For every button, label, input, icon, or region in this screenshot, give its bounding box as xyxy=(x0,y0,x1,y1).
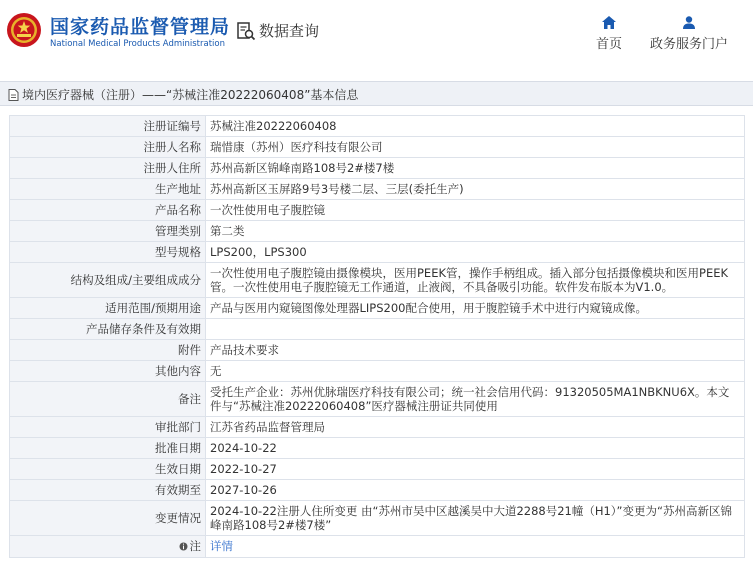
site-header xyxy=(0,0,753,68)
emblem-icon[interactable] xyxy=(6,12,42,48)
field-label: 生产地址 xyxy=(10,179,206,200)
table-row xyxy=(10,221,745,242)
nav-home[interactable] xyxy=(596,16,622,52)
field-label: 有效期至 xyxy=(10,480,206,501)
field-label: 结构及组成/主要组成成分 xyxy=(10,263,206,298)
table-row xyxy=(10,382,745,417)
info-icon xyxy=(179,542,188,551)
data-query-label: 数据查询 xyxy=(259,22,320,40)
brand-title[interactable]: 国家药品监督管理局 xyxy=(50,16,231,38)
field-value: 江苏省药品监督管理局 xyxy=(206,417,745,438)
breadcrumb-text: 境内医疗器械（注册）——“苏械注准20222060408”基本信息 xyxy=(22,88,359,102)
nav-service-portal[interactable] xyxy=(650,16,728,52)
field-label: 其他内容 xyxy=(10,361,206,382)
field-label: 变更情况 xyxy=(10,501,206,536)
table-row xyxy=(10,459,745,480)
field-value: 一次性使用电子腹腔镜由摄像模块，医用PEEK管，操作手柄组成。插入部分包括摄像模块和医用PEEK管。一次性使用电子腹腔镜无工作通道，止液阀，不具备吸引功能。软件发布版本为V1.0。 xyxy=(206,263,745,298)
detail-table xyxy=(9,115,745,558)
note-label-cell xyxy=(10,536,206,558)
table-row xyxy=(10,137,745,158)
table-row xyxy=(10,340,745,361)
field-value: 苏州高新区玉屏路9号3号楼二层、三层(委托生产) xyxy=(206,179,745,200)
table-row-note xyxy=(10,536,745,558)
field-label: 型号规格 xyxy=(10,242,206,263)
table-row xyxy=(10,438,745,459)
breadcrumb xyxy=(0,81,753,106)
table-row xyxy=(10,179,745,200)
user-icon xyxy=(682,16,696,29)
table-row xyxy=(10,417,745,438)
field-label: 批准日期 xyxy=(10,438,206,459)
table-row xyxy=(10,501,745,536)
field-label: 备注 xyxy=(10,382,206,417)
field-value: 瑞惜康（苏州）医疗科技有限公司 xyxy=(206,137,745,158)
table-row xyxy=(10,319,745,340)
note-label: 注 xyxy=(189,539,201,553)
brand-subtitle[interactable]: National Medical Products Administration xyxy=(50,39,225,49)
note-value-cell xyxy=(206,536,745,558)
field-label: 产品名称 xyxy=(10,200,206,221)
field-label: 管理类别 xyxy=(10,221,206,242)
table-row xyxy=(10,361,745,382)
field-value: 第二类 xyxy=(206,221,745,242)
document-icon xyxy=(8,89,19,101)
field-value: 一次性使用电子腹腔镜 xyxy=(206,200,745,221)
field-value: 受托生产企业：苏州优脉瑞医疗科技有限公司；统一社会信用代码：91320505MA1NBKNU6X。本文件与“苏械注准20222060408”医疗器械注册证共同使用 xyxy=(206,382,745,417)
table-row xyxy=(10,158,745,179)
nav-home-label: 首页 xyxy=(596,37,623,52)
field-label: 产品储存条件及有效期 xyxy=(10,319,206,340)
field-value: 产品与医用内窥镜图像处理器LIPS200配合使用，用于腹腔镜手术中进行内窥镜成像。 xyxy=(206,298,745,319)
field-label: 注册人住所 xyxy=(10,158,206,179)
field-value xyxy=(206,319,745,340)
field-label: 注册证编号 xyxy=(10,116,206,137)
table-row xyxy=(10,298,745,319)
table-row xyxy=(10,200,745,221)
field-value: 2024-10-22 xyxy=(206,438,745,459)
field-label: 附件 xyxy=(10,340,206,361)
nav-portal-label: 政务服务门户 xyxy=(650,37,729,52)
details-link[interactable]: 详情 xyxy=(210,539,233,554)
table-row xyxy=(10,480,745,501)
field-label: 适用范围/预期用途 xyxy=(10,298,206,319)
data-query-link[interactable] xyxy=(236,20,319,41)
field-label: 生效日期 xyxy=(10,459,206,480)
field-label: 注册人名称 xyxy=(10,137,206,158)
field-value: 2027-10-26 xyxy=(206,480,745,501)
field-value: 苏械注准20222060408 xyxy=(206,116,745,137)
field-label: 审批部门 xyxy=(10,417,206,438)
field-value: LPS200，LPS300 xyxy=(206,242,745,263)
field-value: 2022-10-27 xyxy=(206,459,745,480)
field-value: 无 xyxy=(206,361,745,382)
search-document-icon xyxy=(236,21,256,41)
field-value: 产品技术要求 xyxy=(206,340,745,361)
field-value: 苏州高新区锦峰南路108号2#楼7楼 xyxy=(206,158,745,179)
home-icon xyxy=(602,16,616,29)
table-row xyxy=(10,263,745,298)
table-row xyxy=(10,116,745,137)
table-row xyxy=(10,242,745,263)
field-value: 2024-10-22注册人住所变更 由“苏州市吴中区越溪吴中大道2288号21幢（H1）”变更为“苏州高新区锦峰南路108号2#楼7楼” xyxy=(206,501,745,536)
